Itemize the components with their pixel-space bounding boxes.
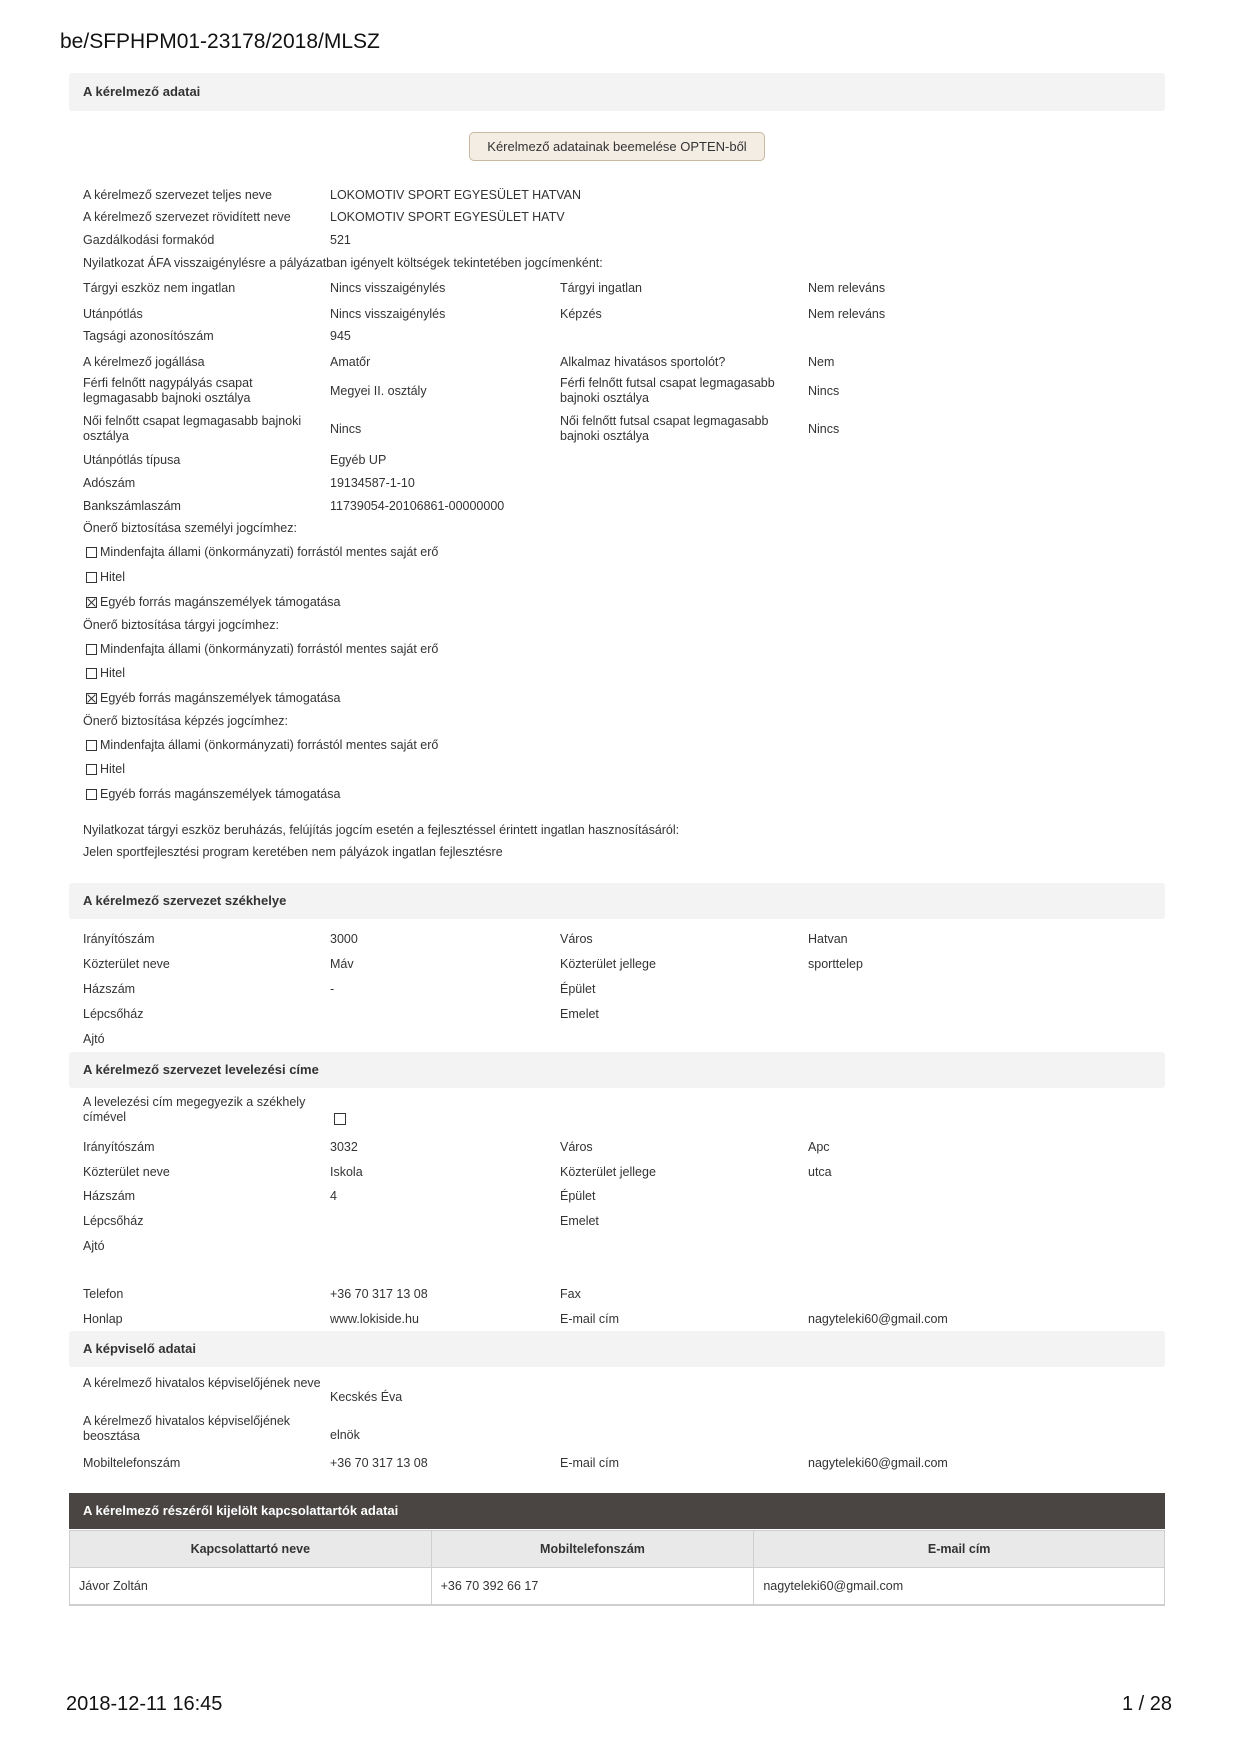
email-value: nagyteleki60@gmail.com bbox=[808, 1312, 948, 1326]
section-applicant-header: A kérelmező adatai bbox=[69, 73, 1165, 111]
seat-zip-label: Irányítószám bbox=[83, 932, 155, 946]
own-funds-training-other-option: Egyéb forrás magánszemélyek támogatása bbox=[86, 787, 340, 802]
fax-label: Fax bbox=[560, 1287, 581, 1301]
rep-email-value: nagyteleki60@gmail.com bbox=[808, 1456, 948, 1470]
footer-datetime: 2018-12-11 16:45 bbox=[66, 1693, 223, 1715]
vat-statement: Nyilatkozat ÁFA visszaigénylésre a pályázatban igényelt költségek tekintetében jogcímenként: bbox=[83, 256, 603, 270]
own-funds-personal-loan-option: Hitel bbox=[86, 570, 125, 585]
pro-athlete-value: Nem bbox=[808, 355, 835, 369]
seat-street-type-value: sporttelep bbox=[808, 957, 863, 971]
own-funds-tangible-loan-option: Hitel bbox=[86, 666, 125, 681]
member-id-value: 945 bbox=[330, 329, 351, 343]
vat-row-value: Nincs visszaigénylés bbox=[330, 281, 446, 295]
mailing-door-label: Ajtó bbox=[83, 1239, 105, 1253]
checkbox-unchecked[interactable] bbox=[86, 668, 97, 679]
rep-mobile-label: Mobiltelefonszám bbox=[83, 1456, 181, 1470]
vat-row-label: Képzés bbox=[560, 307, 602, 321]
mailing-zip-value: 3032 bbox=[330, 1140, 358, 1154]
mailing-floor-label: Emelet bbox=[560, 1214, 599, 1228]
full-name-label: A kérelmező szervezet teljes neve bbox=[83, 188, 272, 202]
mailing-city-label: Város bbox=[560, 1140, 593, 1154]
own-funds-training-label: Önerő biztosítása képzés jogcímhez: bbox=[83, 714, 288, 728]
checkbox-unchecked[interactable] bbox=[86, 764, 97, 775]
women-league-value: Nincs bbox=[330, 422, 362, 436]
women-league-label: Női felnőtt csapat legmagasabb bajnoki osztálya bbox=[83, 414, 302, 443]
table-row bbox=[70, 1568, 1165, 1606]
checkbox-unchecked[interactable] bbox=[86, 547, 97, 558]
tax-number-label: Adószám bbox=[83, 476, 136, 490]
men-futsal-label: Férfi felnőtt futsal csapat legmagasabb bajnoki osztálya bbox=[560, 376, 775, 405]
member-id-label: Tagsági azonosítószám bbox=[83, 329, 214, 343]
seat-stair-label: Lépcsőház bbox=[83, 1007, 144, 1021]
mailing-building-label: Épület bbox=[560, 1189, 596, 1203]
mailing-same-label: A levelezési cím megegyezik a székhely címével bbox=[83, 1095, 306, 1124]
seat-zip-value: 3000 bbox=[330, 932, 358, 946]
status-value: Amatőr bbox=[330, 355, 371, 369]
document-id: be/SFPHPM01-23178/2018/MLSZ bbox=[60, 30, 380, 53]
own-funds-personal-state-option: Mindenfajta állami (önkormányzati) forrástól mentes saját erő bbox=[86, 545, 438, 560]
mailing-zip-label: Irányítószám bbox=[83, 1140, 155, 1154]
own-funds-personal-other-option: Egyéb forrás magánszemélyek támogatása bbox=[86, 595, 340, 610]
mailing-city-value: Apc bbox=[808, 1140, 830, 1154]
mailing-house-value: 4 bbox=[330, 1189, 337, 1203]
mailing-street-type-value: utca bbox=[808, 1165, 832, 1179]
status-label: A kérelmező jogállása bbox=[83, 355, 205, 369]
rep-name-value: Kecskés Éva bbox=[330, 1390, 403, 1404]
seat-door-label: Ajtó bbox=[83, 1032, 105, 1046]
contact-mobile-header: Mobiltelefonszám bbox=[431, 1531, 754, 1568]
seat-building-label: Épület bbox=[560, 982, 596, 996]
email-label: E-mail cím bbox=[560, 1312, 620, 1326]
contacts-table bbox=[69, 1530, 1165, 1606]
rep-position-value: elnök bbox=[330, 1428, 360, 1442]
own-funds-training-state-option: Mindenfajta állami (önkormányzati) forrástól mentes saját erő bbox=[86, 738, 438, 753]
phone-value: +36 70 317 13 08 bbox=[330, 1287, 428, 1301]
mailing-street-label: Közterület neve bbox=[83, 1165, 170, 1179]
seat-street-type-label: Közterület jellege bbox=[560, 957, 656, 971]
own-funds-tangible-other-option: Egyéb forrás magánszemélyek támogatása bbox=[86, 691, 340, 706]
own-funds-tangible-state-option: Mindenfajta állami (önkormányzati) forrástól mentes saját erő bbox=[86, 642, 438, 657]
footer-page-number: 1 / 28 bbox=[1121, 1693, 1172, 1715]
seat-street-label: Közterület neve bbox=[83, 957, 170, 971]
vat-row-value: Nem releváns bbox=[808, 281, 886, 295]
bank-account-label: Bankszámlaszám bbox=[83, 499, 181, 513]
seat-house-label: Házszám bbox=[83, 982, 136, 996]
mailing-same-checkbox[interactable] bbox=[334, 1113, 346, 1125]
rep-email-label: E-mail cím bbox=[560, 1456, 620, 1470]
full-name-value: LOKOMOTIV SPORT EGYESÜLET HATVAN bbox=[330, 188, 581, 202]
contact-email-cell: nagyteleki60@gmail.com bbox=[754, 1568, 1165, 1606]
men-league-value: Megyei II. osztály bbox=[330, 384, 427, 398]
mailing-street-value: Iskola bbox=[330, 1165, 363, 1179]
checkbox-unchecked[interactable] bbox=[86, 789, 97, 800]
vat-row-label: Tárgyi ingatlan bbox=[560, 281, 642, 295]
rep-name-label: A kérelmező hivatalos képviselőjének neve bbox=[83, 1376, 321, 1390]
seat-floor-label: Emelet bbox=[560, 1007, 599, 1021]
mailing-street-type-label: Közterület jellege bbox=[560, 1165, 656, 1179]
women-futsal-value: Nincs bbox=[808, 422, 840, 436]
short-name-label: A kérelmező szervezet rövidített neve bbox=[83, 210, 291, 224]
tax-number-value: 19134587-1-10 bbox=[330, 476, 415, 490]
opten-import-button[interactable]: Kérelmező adatainak beemelése OPTEN-ből bbox=[469, 132, 765, 161]
mailing-house-label: Házszám bbox=[83, 1189, 136, 1203]
vat-row-label: Utánpótlás bbox=[83, 307, 143, 321]
property-usage-statement: Nyilatkozat tárgyi eszköz beruházás, felújítás jogcím esetén a fejlesztéssel érintett ingatlan hasznosításáról: bbox=[83, 823, 680, 837]
property-usage-value: Jelen sportfejlesztési program keretében nem pályázok ingatlan fejlesztésre bbox=[83, 845, 503, 859]
form-code-label: Gazdálkodási formakód bbox=[83, 233, 215, 247]
seat-street-value: Máv bbox=[330, 957, 354, 971]
own-funds-training-loan-option: Hitel bbox=[86, 762, 125, 777]
own-funds-personal-label: Önerő biztosítása személyi jogcímhez: bbox=[83, 521, 297, 535]
vat-row-value: Nem releváns bbox=[808, 307, 886, 321]
section-mailing-header: A kérelmező szervezet levelezési címe bbox=[69, 1052, 1165, 1088]
contacts-table-header-row bbox=[70, 1531, 1165, 1568]
contact-mobile-cell: +36 70 392 66 17 bbox=[431, 1568, 754, 1606]
short-name-value: LOKOMOTIV SPORT EGYESÜLET HATV bbox=[330, 210, 565, 224]
contact-name-header: Kapcsolattartó neve bbox=[70, 1531, 432, 1568]
seat-city-value: Hatvan bbox=[808, 932, 848, 946]
mailing-stair-label: Lépcsőház bbox=[83, 1214, 144, 1228]
vat-row-value: Nincs visszaigénylés bbox=[330, 307, 446, 321]
women-futsal-label: Női felnőtt futsal csapat legmagasabb bajnoki osztálya bbox=[560, 414, 769, 443]
youth-type-value: Egyéb UP bbox=[330, 453, 387, 467]
bank-account-value: 11739054-20106861-00000000 bbox=[330, 499, 505, 513]
men-league-label: Férfi felnőtt nagypályás csapat legmagasabb bajnoki osztálya bbox=[83, 376, 253, 405]
contact-name-cell: Jávor Zoltán bbox=[70, 1568, 432, 1606]
contact-email-header: E-mail cím bbox=[754, 1531, 1165, 1568]
checkbox-unchecked[interactable] bbox=[86, 644, 97, 655]
seat-house-value: - bbox=[330, 982, 335, 996]
phone-label: Telefon bbox=[83, 1287, 124, 1301]
checkbox-checked[interactable] bbox=[86, 597, 97, 608]
youth-type-label: Utánpótlás típusa bbox=[83, 453, 181, 467]
rep-mobile-value: +36 70 317 13 08 bbox=[330, 1456, 428, 1470]
website-label: Honlap bbox=[83, 1312, 123, 1326]
section-contacts-header: A kérelmező részéről kijelölt kapcsolattartók adatai bbox=[69, 1493, 1165, 1529]
website-value: www.lokiside.hu bbox=[330, 1312, 419, 1326]
rep-position-label: A kérelmező hivatalos képviselőjének beosztása bbox=[83, 1414, 291, 1443]
vat-row-label: Tárgyi eszköz nem ingatlan bbox=[83, 281, 236, 295]
checkbox-unchecked[interactable] bbox=[86, 572, 97, 583]
own-funds-tangible-label: Önerő biztosítása tárgyi jogcímhez: bbox=[83, 618, 279, 632]
checkbox-checked[interactable] bbox=[86, 693, 97, 704]
checkbox-unchecked[interactable] bbox=[86, 740, 97, 751]
pro-athlete-label: Alkalmaz hivatásos sportolót? bbox=[560, 355, 726, 369]
men-futsal-value: Nincs bbox=[808, 384, 840, 398]
section-seat-header: A kérelmező szervezet székhelye bbox=[69, 883, 1165, 919]
form-code-value: 521 bbox=[330, 233, 351, 247]
seat-city-label: Város bbox=[560, 932, 593, 946]
section-representative-header: A képviselő adatai bbox=[69, 1331, 1165, 1367]
